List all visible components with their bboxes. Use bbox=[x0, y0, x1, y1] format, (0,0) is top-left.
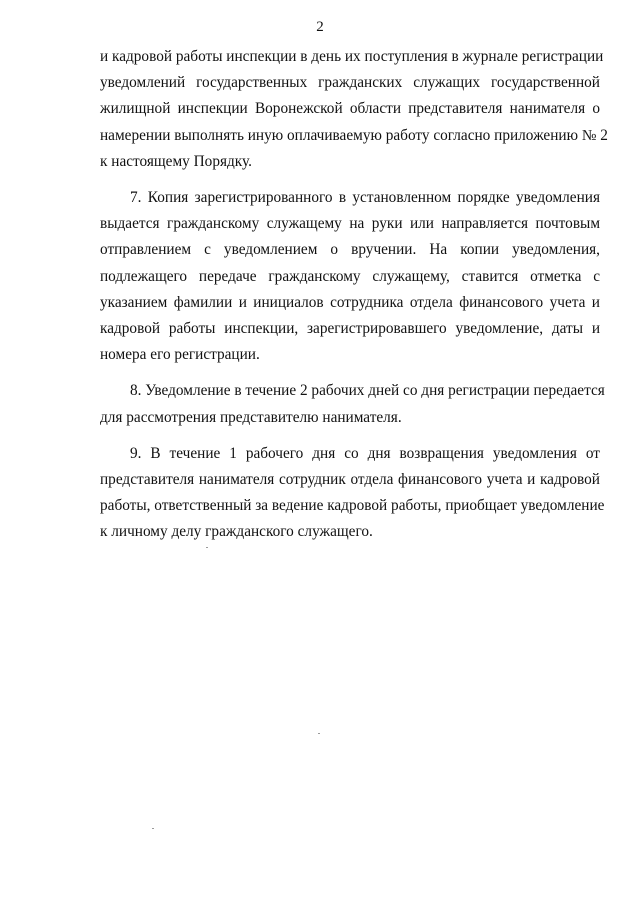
text-line: для рассмотрения представителю нанимателя. bbox=[100, 408, 402, 426]
text-line: и кадровой работы инспекции в день их поступления в журнале регистрации bbox=[100, 48, 604, 65]
text-line: представителя нанимателя сотрудник отдела финансового учета и кадровой bbox=[100, 471, 600, 489]
paragraph-item-8 bbox=[100, 378, 605, 430]
text-line: указанием фамилии и инициалов сотрудника отдела финансового учета и bbox=[100, 293, 600, 311]
scan-speck bbox=[152, 828, 154, 829]
text-line: уведомлений государственных гражданских служащих государственной bbox=[100, 74, 600, 92]
scan-speck bbox=[206, 547, 208, 548]
text-line: 8. Уведомление в течение 2 рабочих дней со дня регистрации передается bbox=[130, 382, 605, 400]
text-line: намерении выполнять иную оплачиваемую работу согласно приложению № 2 bbox=[100, 126, 608, 144]
text-line: подлежащего передаче гражданскому служащему, ставится отметка с bbox=[100, 267, 600, 285]
text-line: работы, ответственный за ведение кадровой работы, приобщает уведомление bbox=[100, 497, 605, 515]
document-body bbox=[100, 44, 608, 546]
paragraph-item-9 bbox=[100, 441, 605, 546]
text-line: кадровой работы инспекции, зарегистрировавшего уведомление, даты и bbox=[100, 320, 600, 338]
text-line: отправлением с уведомлением о вручении. На копии уведомления, bbox=[100, 241, 600, 259]
text-line: к личному делу гражданского служащего. bbox=[100, 523, 373, 541]
text-line: выдается гражданскому служащему на руки или направляется почтовым bbox=[100, 215, 600, 233]
page-number: 2 bbox=[316, 19, 324, 35]
scan-speck bbox=[318, 733, 320, 734]
text-line: номера его регистрации. bbox=[100, 346, 260, 364]
text-line: к настоящему Порядку. bbox=[100, 152, 252, 170]
paragraph-continuation bbox=[100, 44, 608, 175]
text-line: 9. В течение 1 рабочего дня со дня возвращения уведомления от bbox=[130, 444, 600, 462]
text-line: 7. Копия зарегистрированного в установленном порядке уведомления bbox=[130, 189, 600, 207]
paragraph-item-7 bbox=[100, 185, 600, 368]
text-line: жилищной инспекции Воронежской области представителя нанимателя о bbox=[100, 100, 600, 118]
